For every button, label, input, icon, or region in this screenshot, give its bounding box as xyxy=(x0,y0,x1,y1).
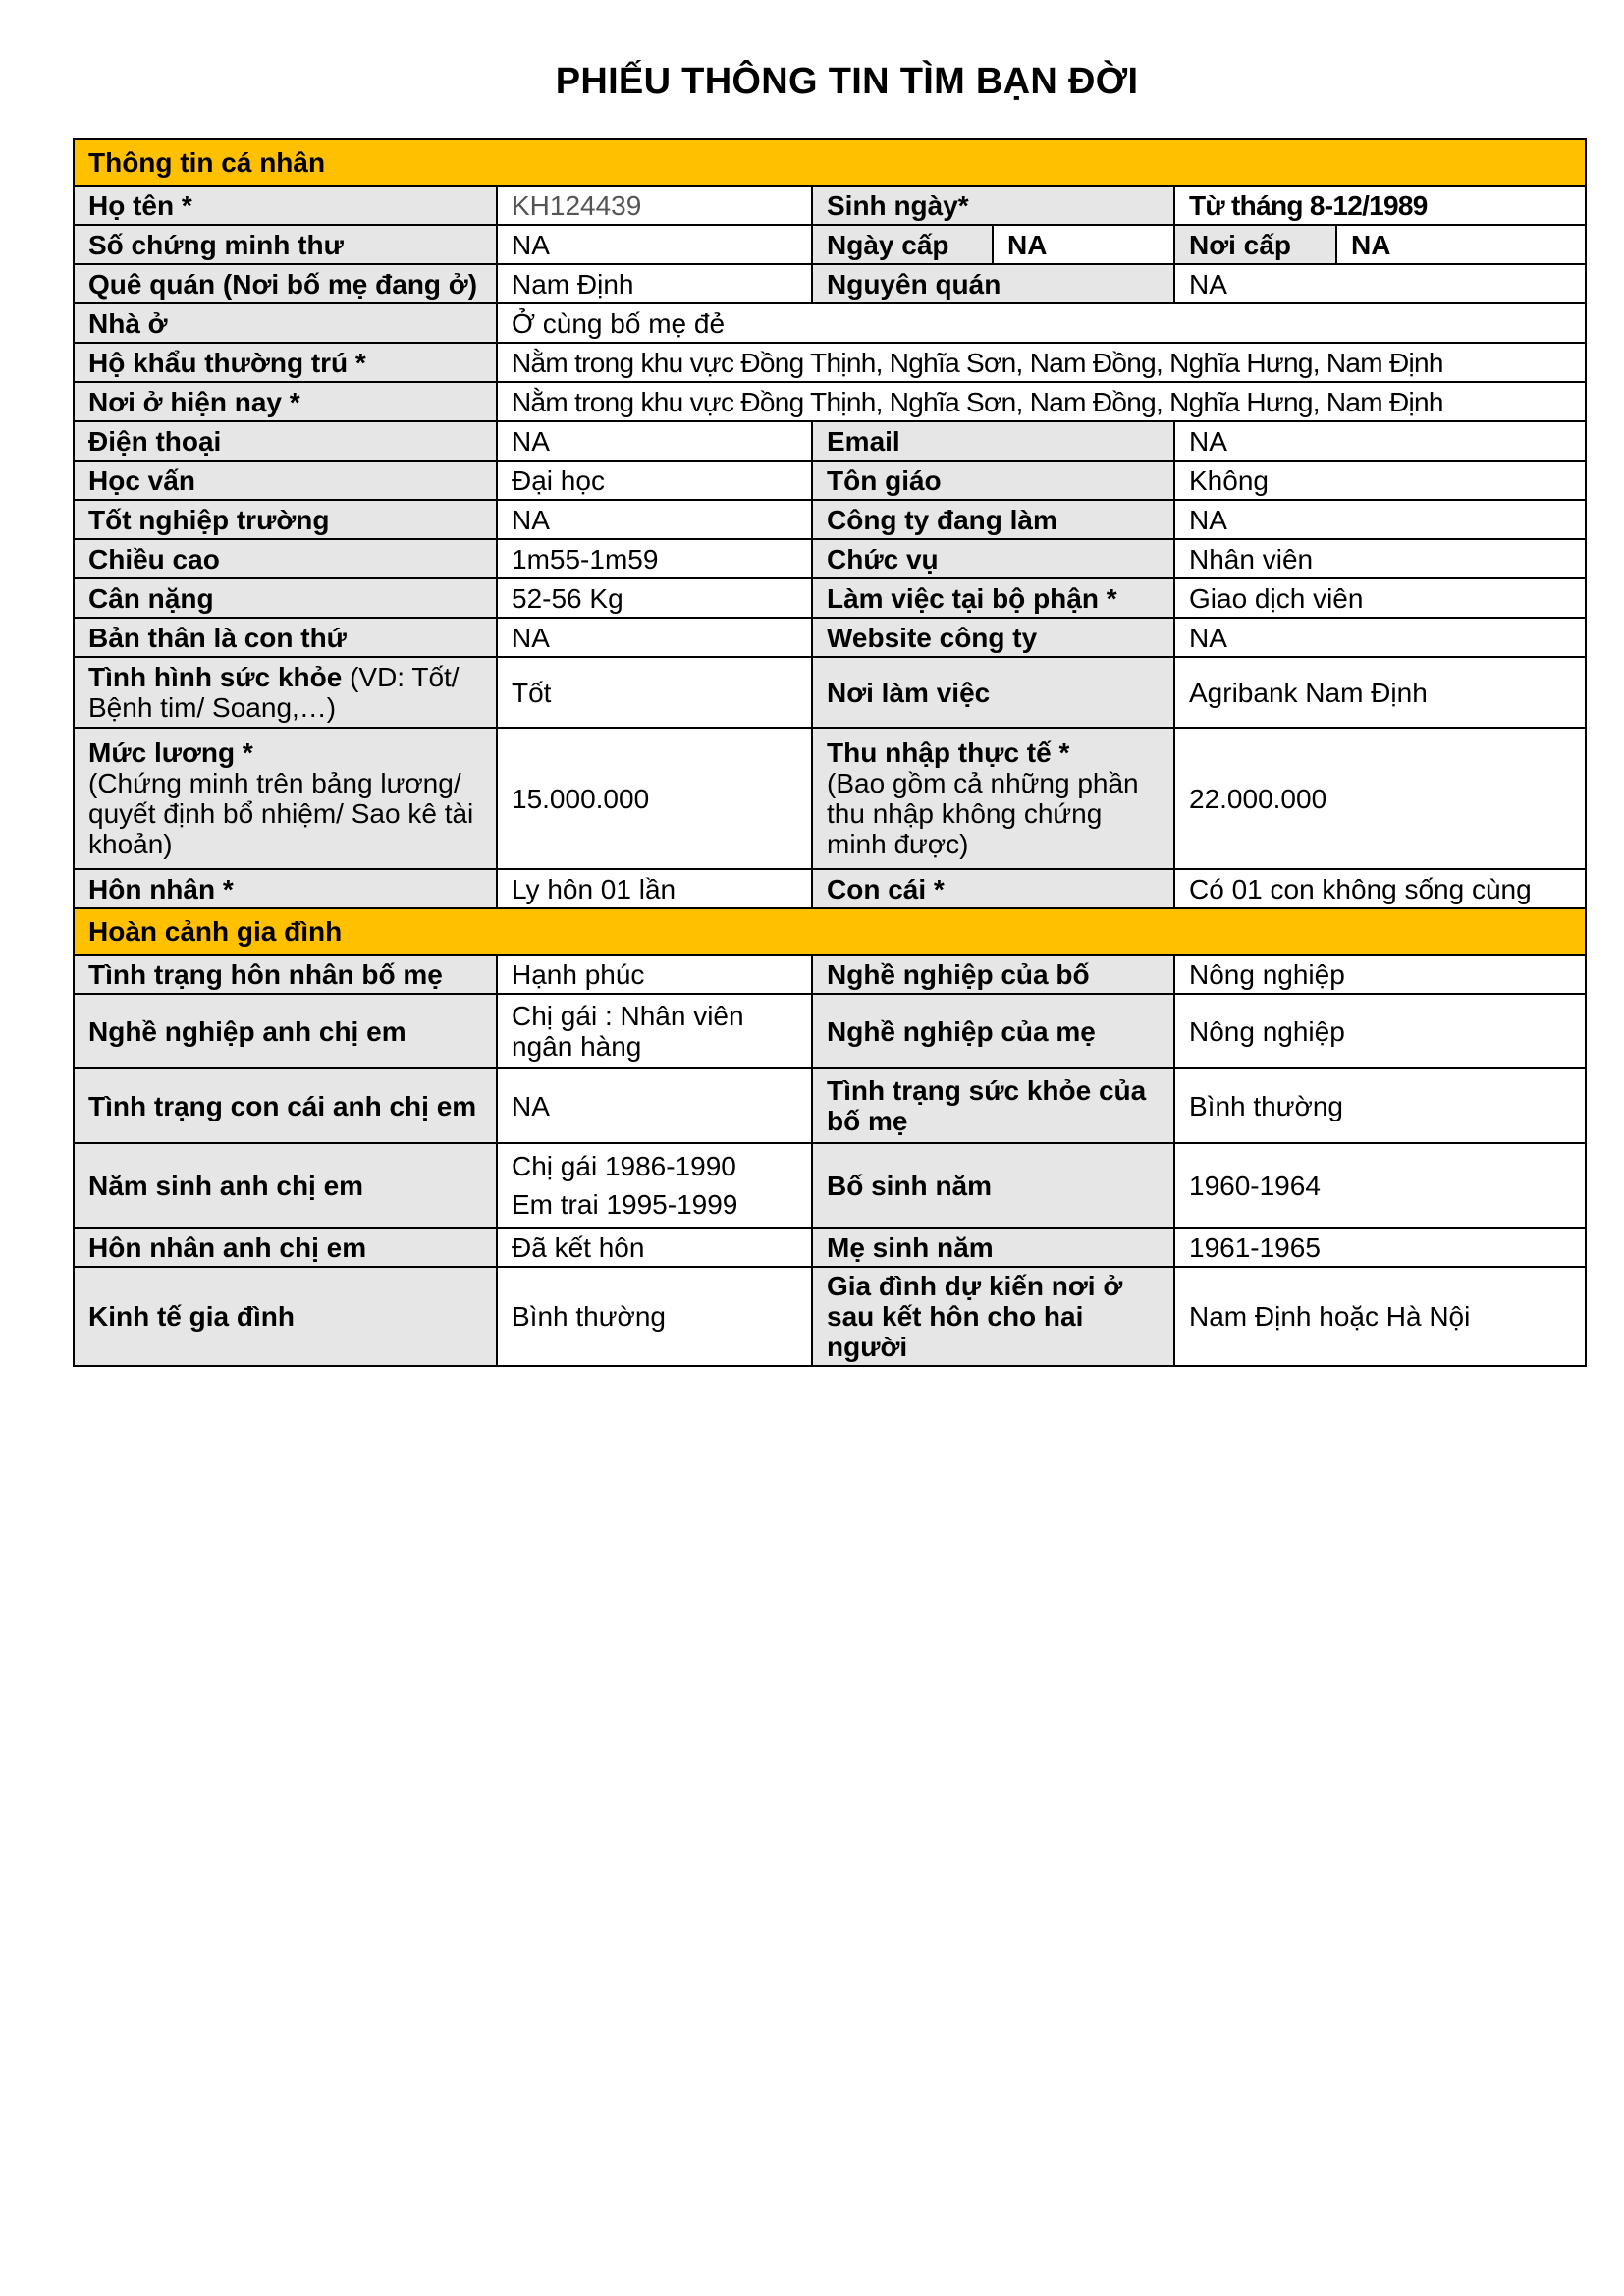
label-dien-thoai: Điện thoại xyxy=(74,421,497,461)
label-ton-giao: Tôn giáo xyxy=(812,461,1174,500)
label-kinh-te: Kinh tế gia đình xyxy=(74,1267,497,1366)
value-tot-nghiep: NA xyxy=(497,500,812,539)
value-sk-bo-me: Bình thường xyxy=(1174,1068,1586,1143)
label-sinh-ngay: Sinh ngày* xyxy=(812,186,1174,225)
table-row xyxy=(74,1228,1586,1267)
value-nghe-ace: Chị gái : Nhân viên ngân hàng xyxy=(497,994,812,1068)
section-row xyxy=(74,139,1586,186)
section-header-family: Hoàn cảnh gia đình xyxy=(74,908,1586,955)
value-hon-nhan: Ly hôn 01 lần xyxy=(497,869,812,908)
label-hoc-van: Học vấn xyxy=(74,461,497,500)
label-nghe-ace: Nghề nghiệp anh chị em xyxy=(74,994,497,1068)
label-bo-sinh: Bố sinh năm xyxy=(812,1143,1174,1228)
value-ho-khau: Nằm trong khu vực Đồng Thịnh, Nghĩa Sơn, Nam Đồng, Nghĩa Hưng, Nam Định xyxy=(497,343,1586,382)
label-muc-luong-hint: (Chứng minh trên bảng lương/ quyết định bổ nhiệm/ Sao kê tài khoản) xyxy=(88,768,474,859)
value-me-sinh: 1961-1965 xyxy=(1174,1228,1586,1267)
table-row xyxy=(74,421,1586,461)
value-hn-bo-me: Hạnh phúc xyxy=(497,955,812,994)
value-can-nang: 52-56 Kg xyxy=(497,578,812,618)
label-ngay-cap: Ngày cấp xyxy=(812,225,993,264)
value-ton-giao: Không xyxy=(1174,461,1586,500)
value-hn-ace: Đã kết hôn xyxy=(497,1228,812,1267)
value-nam-sinh-ace xyxy=(497,1143,812,1228)
label-ho-khau: Hộ khẩu thường trú * xyxy=(74,343,497,382)
label-noi-o: Nơi ở hiện nay * xyxy=(74,382,497,421)
value-noi-o-sau: Nam Định hoặc Hà Nội xyxy=(1174,1267,1586,1366)
table-row xyxy=(74,728,1586,869)
label-hon-nhan: Hôn nhân * xyxy=(74,869,497,908)
label-con-ace: Tình trạng con cái anh chị em xyxy=(74,1068,497,1143)
value-nam-sinh-ace-2: Em trai 1995-1999 xyxy=(512,1189,738,1220)
table-row xyxy=(74,225,1586,264)
label-con-cai: Con cái * xyxy=(812,869,1174,908)
value-website: NA xyxy=(1174,618,1586,657)
table-row xyxy=(74,578,1586,618)
label-sk-bo-me: Tình trạng sức khỏe của bố mẹ xyxy=(812,1068,1174,1143)
value-dien-thoai: NA xyxy=(497,421,812,461)
label-bo-phan: Làm việc tại bộ phận * xyxy=(812,578,1174,618)
label-cong-ty: Công ty đang làm xyxy=(812,500,1174,539)
value-con-ace: NA xyxy=(497,1068,812,1143)
table-row xyxy=(74,1267,1586,1366)
label-noi-cap: Nơi cấp xyxy=(1174,225,1336,264)
table-row xyxy=(74,869,1586,908)
label-con-thu: Bản thân là con thứ xyxy=(74,618,497,657)
label-nguyen-quan: Nguyên quán xyxy=(812,264,1174,303)
label-chuc-vu: Chức vụ xyxy=(812,539,1174,578)
value-email: NA xyxy=(1174,421,1586,461)
table-row xyxy=(74,994,1586,1068)
value-thu-nhap: 22.000.000 xyxy=(1174,728,1586,869)
label-tot-nghiep: Tốt nghiệp trường xyxy=(74,500,497,539)
table-row xyxy=(74,955,1586,994)
table-row xyxy=(74,1143,1586,1228)
value-kinh-te: Bình thường xyxy=(497,1267,812,1366)
label-thu-nhap-hint: (Bao gồm cả những phần thu nhập không chứng minh được) xyxy=(827,768,1139,859)
table-row xyxy=(74,382,1586,421)
value-sinh-ngay: Từ tháng 8-12/1989 xyxy=(1174,186,1586,225)
label-que-quan: Quê quán (Nơi bố mẹ đang ở) xyxy=(74,264,497,303)
label-suc-khoe-hint: (VD: Tốt/ Bệnh tim/ Soang,…) xyxy=(88,662,460,723)
value-nghe-bo: Nông nghiệp xyxy=(1174,955,1586,994)
label-email: Email xyxy=(812,421,1174,461)
value-ho-ten: KH124439 xyxy=(497,186,812,225)
label-hn-ace: Hôn nhân anh chị em xyxy=(74,1228,497,1267)
value-cmt: NA xyxy=(497,225,812,264)
label-thu-nhap-main: Thu nhập thực tế * xyxy=(827,738,1070,768)
table-row xyxy=(74,539,1586,578)
value-con-cai: Có 01 con không sống cùng xyxy=(1174,869,1586,908)
label-ho-ten: Họ tên * xyxy=(74,186,497,225)
value-noi-cap: NA xyxy=(1336,225,1586,264)
label-can-nang: Cân nặng xyxy=(74,578,497,618)
label-cmt: Số chứng minh thư xyxy=(74,225,497,264)
table-row xyxy=(74,343,1586,382)
table-row xyxy=(74,618,1586,657)
value-noi-o: Nằm trong khu vực Đồng Thịnh, Nghĩa Sơn, Nam Đồng, Nghĩa Hưng, Nam Định xyxy=(497,382,1586,421)
section-header-personal: Thông tin cá nhân xyxy=(74,139,1586,186)
value-bo-phan: Giao dịch viên xyxy=(1174,578,1586,618)
table-row xyxy=(74,264,1586,303)
value-nghe-me: Nông nghiệp xyxy=(1174,994,1586,1068)
page-title: PHIẾU THÔNG TIN TÌM BẠN ĐỜI xyxy=(555,61,1139,102)
value-chieu-cao: 1m55-1m59 xyxy=(497,539,812,578)
label-nha-o: Nhà ở xyxy=(74,303,497,343)
value-ngay-cap: NA xyxy=(993,225,1174,264)
value-noi-lam: Agribank Nam Định xyxy=(1174,657,1586,728)
value-suc-khoe: Tốt xyxy=(497,657,812,728)
value-hoc-van: Đại học xyxy=(497,461,812,500)
label-noi-o-sau: Gia đình dự kiến nơi ở sau kết hôn cho hai người xyxy=(812,1267,1174,1366)
table-row xyxy=(74,500,1586,539)
value-que-quan: Nam Định xyxy=(497,264,812,303)
table-row xyxy=(74,186,1586,225)
value-bo-sinh: 1960-1964 xyxy=(1174,1143,1586,1228)
table-row xyxy=(74,1068,1586,1143)
label-suc-khoe xyxy=(74,657,497,728)
label-nghe-me: Nghề nghiệp của mẹ xyxy=(812,994,1174,1068)
label-nghe-bo: Nghề nghiệp của bố xyxy=(812,955,1174,994)
value-nha-o: Ở cùng bố mẹ đẻ xyxy=(497,303,1586,343)
label-website: Website công ty xyxy=(812,618,1174,657)
value-muc-luong: 15.000.000 xyxy=(497,728,812,869)
table-row xyxy=(74,303,1586,343)
section-row xyxy=(74,908,1586,955)
label-hn-bo-me: Tình trạng hôn nhân bố mẹ xyxy=(74,955,497,994)
label-me-sinh: Mẹ sinh năm xyxy=(812,1228,1174,1267)
value-chuc-vu: Nhân viên xyxy=(1174,539,1586,578)
profile-form-table xyxy=(73,138,1587,1367)
label-muc-luong xyxy=(74,728,497,869)
value-con-thu: NA xyxy=(497,618,812,657)
value-cong-ty: NA xyxy=(1174,500,1586,539)
table-row xyxy=(74,461,1586,500)
label-suc-khoe-main: Tình hình sức khỏe xyxy=(88,662,343,692)
table-row xyxy=(74,657,1586,728)
label-muc-luong-main: Mức lương * xyxy=(88,738,253,768)
label-chieu-cao: Chiều cao xyxy=(74,539,497,578)
value-nguyen-quan: NA xyxy=(1174,264,1586,303)
label-nam-sinh-ace: Năm sinh anh chị em xyxy=(74,1143,497,1228)
value-nam-sinh-ace-1: Chị gái 1986-1990 xyxy=(512,1151,736,1181)
label-thu-nhap xyxy=(812,728,1174,869)
label-noi-lam: Nơi làm việc xyxy=(812,657,1174,728)
